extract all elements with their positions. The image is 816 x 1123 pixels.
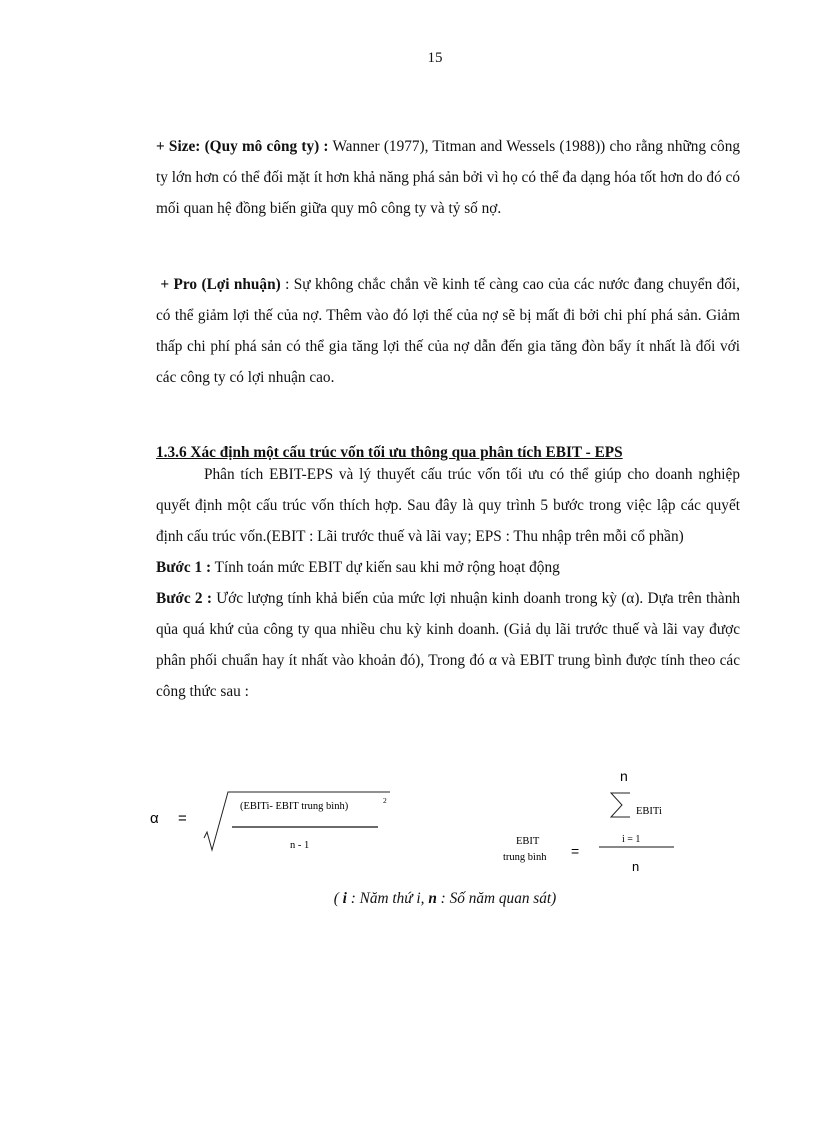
caption-n: n: [428, 890, 437, 907]
formula-caption: [0, 890, 816, 908]
step2-paragraph: [156, 583, 740, 707]
sum-lower-limit: i = 1: [622, 834, 641, 845]
alpha-equals: =: [178, 810, 187, 827]
size-paragraph: [156, 131, 740, 224]
pro-paragraph: [156, 269, 740, 393]
step1-paragraph: [156, 552, 740, 583]
alpha-exponent: 2: [383, 796, 387, 805]
sum-term: EBITi: [636, 806, 662, 817]
alpha-denominator: n - 1: [290, 840, 310, 851]
step1-text: Tính toán mức EBIT dự kiến sau khi mở rộng hoạt động: [211, 559, 560, 576]
alpha-numerator: (EBITi- EBIT trung bình): [240, 801, 349, 812]
sum-upper-limit: n: [620, 768, 628, 784]
step2-text: Ước lượng tính khả biến của mức lợi nhuận kinh doanh trong kỳ (α). Dựa trên thành qủa quá khứ của công ty qua nhiều chu kỳ kinh doanh. (Giả dụ lãi trước thuế và lãi vay được phân phối chuẩn hay ít nhất vào khoản đó), Trong đó α và EBIT trung bình được tính theo các công thức sau :: [156, 590, 740, 700]
alpha-symbol: α: [150, 810, 159, 827]
size-text: Wanner (1977), Titman and Wessels (1988)) cho rằng những công ty lớn hơn có thể đối mặt ít hơn khả năng phá sản bởi vì họ có thể đa dạng hóa tốt hơn do đó có mối quan hệ đồng biến giữa quy mô công ty và tỷ số nợ.: [156, 138, 740, 217]
intro-paragraph: Phân tích EBIT-EPS và lý thuyết cấu trúc vốn tối ưu có thể giúp cho doanh nghiệp quyết định một cấu trúc vốn thích hợp. Sau đây là quy trình 5 bước trong việc lập các quyết định cấu trúc vốn.(EBIT : Lãi trước thuế và lãi vay; EPS : Thu nhập trên mỗi cổ phần): [156, 466, 740, 545]
ebit-label: EBIT: [516, 836, 540, 847]
sigma-icon: [611, 793, 630, 817]
ebit-subscript: trung bình: [503, 852, 547, 863]
ebit-eps-section: [156, 459, 740, 707]
section-heading: 1.3.6 Xác định một cấu trúc vốn tối ưu thông qua phân tích EBIT - EPS: [156, 444, 623, 461]
size-label: + Size: (Quy mô công ty) :: [156, 138, 329, 155]
caption-open: (: [333, 890, 343, 907]
pro-label: + Pro (Lợi nhuận): [160, 276, 281, 293]
pro-text: : Sự không chắc chắn về kinh tế càng cao của các nước đang chuyển đổi, có thể giảm lợi thế của nợ. Thêm vào đó lợi thế của nợ sẽ bị mất đi bởi chi phí phá sản. Giảm thấp chi phí phá sản có thể gia tăng lợi thế của nợ dẫn đến gia tăng đòn bẩy ít nhất là đối với các công ty có lợi nhuận cao.: [156, 276, 741, 386]
step2-label: Bước 2 :: [156, 590, 212, 607]
caption-i: i: [342, 890, 347, 907]
caption-n-text: : Số năm quan sát): [436, 890, 557, 907]
page-number: 15: [427, 50, 443, 66]
sqrt-symbol: [204, 792, 390, 850]
mean-equals: =: [571, 843, 580, 859]
caption-i-text: : Năm thứ i,: [346, 890, 429, 907]
step1-label: Bước 1 :: [156, 559, 212, 576]
mean-denominator: n: [632, 859, 640, 874]
